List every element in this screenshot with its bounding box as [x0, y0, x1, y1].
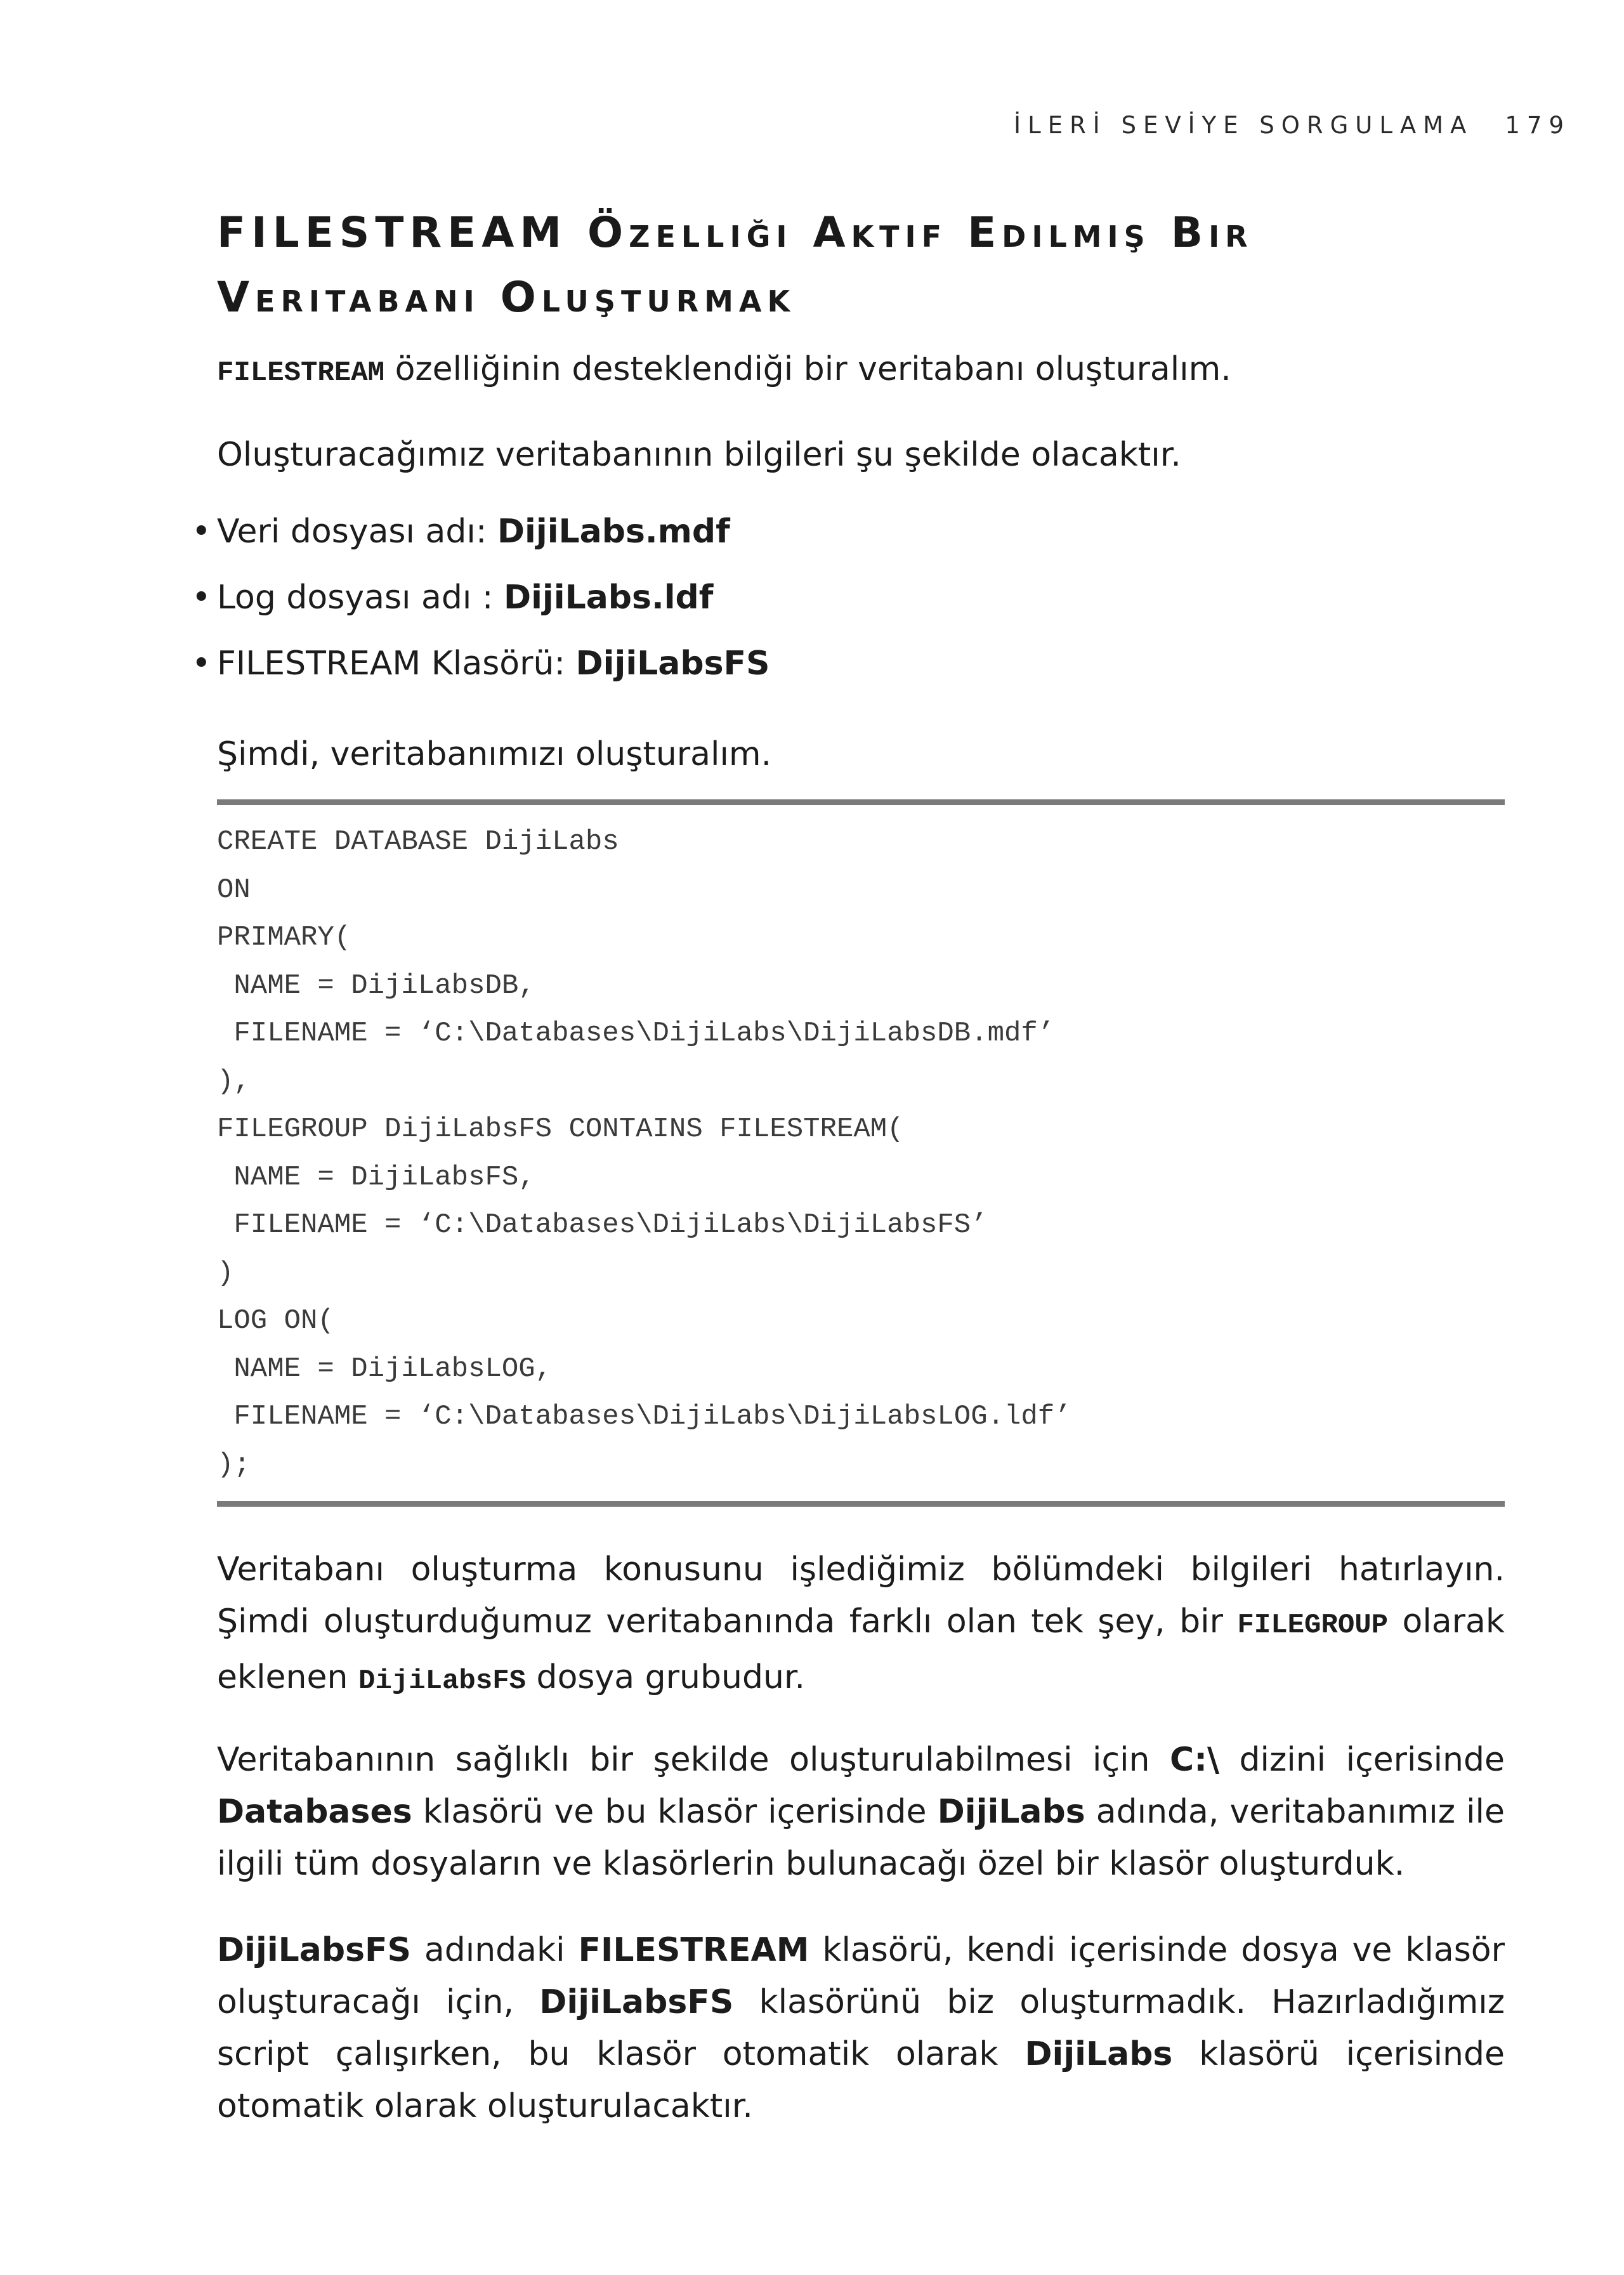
code-line: LOG ON(	[217, 1305, 334, 1337]
intro-text: özelliğinin desteklendiği bir veritabanı oluşturalım.	[384, 350, 1231, 388]
code-line: PRIMARY(	[217, 922, 351, 954]
bold-term: DijiLabsFS	[539, 1983, 734, 2021]
code-line: ON	[217, 874, 251, 906]
bullet-label: Log dosyası adı :	[217, 579, 504, 617]
bold-term: FILESTREAM	[578, 1931, 809, 1969]
code-top-rule	[217, 799, 1505, 805]
code-line: NAME = DijiLabsLOG,	[217, 1353, 553, 1385]
paragraph-filegroup	[217, 1544, 1505, 1707]
running-header	[1014, 112, 1571, 139]
bullet-label: FILESTREAM Klasörü:	[217, 645, 576, 683]
list-item	[192, 499, 1460, 565]
paragraph-text: olarak eklenen	[217, 1603, 1505, 1696]
code-line: );	[217, 1448, 251, 1481]
file-info-list	[192, 499, 1460, 697]
intro-paragraph	[217, 343, 1505, 399]
code-line: )	[217, 1257, 234, 1289]
bold-term: DijiLabs	[937, 1793, 1085, 1831]
running-header-title: İLERİ SEVİYE SORGULAMA	[1014, 112, 1474, 139]
info-line: Oluşturacağımız veritabanının bilgileri şu şekilde olacaktır.	[217, 436, 1181, 474]
paragraph-text: dizini içerisinde	[1219, 1741, 1505, 1779]
code-line: FILEGROUP DijiLabsFS CONTAINS FILESTREAM(	[217, 1113, 904, 1145]
paragraph-text: adındaki	[411, 1931, 579, 1969]
bullet-value: DijiLabs.ldf	[503, 579, 714, 617]
code-block	[217, 818, 1505, 1489]
code-line: FILENAME = ‘C:\Databases\DijiLabs\DijiLabsLOG.ldf’	[217, 1401, 1071, 1433]
page-number: 179	[1505, 112, 1571, 139]
bullet-value: DijiLabsFS	[575, 645, 770, 683]
code-line: NAME = DijiLabsDB,	[217, 969, 535, 1002]
paragraph-text: adında, veritabanımız ile ilgili tüm dosyaların ve klasörlerin bulunacağı özel bir klasör oluşturduk.	[217, 1793, 1505, 1883]
code-line: NAME = DijiLabsFS,	[217, 1161, 535, 1193]
paragraph-text: klasörünü biz oluşturmadık. Hazırladığımız script çalışırken, bu klasör otomatik olarak	[217, 1983, 1505, 2073]
section-title: FILESTREAM Özelliği Aktif Edilmiş Bir Veritabanı Oluşturmak	[217, 208, 1254, 322]
code-line: CREATE DATABASE DijiLabs	[217, 826, 619, 858]
paragraph-text: dosya grubudur.	[526, 1658, 806, 1696]
bullet-label: Veri dosyası adı:	[217, 513, 497, 551]
bullet-value: DijiLabs.mdf	[497, 513, 730, 551]
list-item	[192, 631, 1460, 697]
code-line: FILENAME = ‘C:\Databases\DijiLabs\DijiLabsDB.mdf’	[217, 1018, 1055, 1049]
bold-term: Databases	[217, 1793, 412, 1831]
list-item	[192, 565, 1460, 631]
inline-code: FILEGROUP	[1237, 1610, 1389, 1641]
paragraph-filestream-folder	[217, 1924, 1505, 2132]
now-line: Şimdi, veritabanımızı oluşturalım.	[217, 735, 772, 773]
paragraph-text: Veritabanının sağlıklı bir şekilde oluşturulabilmesi için	[217, 1741, 1170, 1779]
code-bottom-rule	[217, 1501, 1505, 1507]
paragraph-text: klasörü, kendi içerisinde dosya ve klasör oluşturacağı için,	[217, 1931, 1505, 2021]
code-line: FILENAME = ‘C:\Databases\DijiLabs\DijiLabsFS’	[217, 1209, 988, 1241]
bold-term: DijiLabsFS	[217, 1931, 412, 1969]
paragraph-text: klasörü ve bu klasör içerisinde	[412, 1793, 938, 1831]
bold-term: C:\	[1170, 1741, 1219, 1779]
intro-code-term: FILESTREAM	[217, 357, 385, 389]
paragraph-folders	[217, 1734, 1505, 1890]
bold-term: DijiLabs	[1025, 2035, 1173, 2073]
paragraph-text: klasörü içerisinde otomatik olarak oluşturulacaktır.	[217, 2035, 1505, 2125]
code-line: ),	[217, 1065, 251, 1098]
inline-code: DijiLabsFS	[358, 1665, 527, 1697]
paragraph-text: Veritabanı oluşturma konusunu işlediğimiz bölümdeki bilgileri hatırlayın. Şimdi oluşturduğumuz veritabanında farklı olan tek şey, bir	[217, 1551, 1505, 1641]
